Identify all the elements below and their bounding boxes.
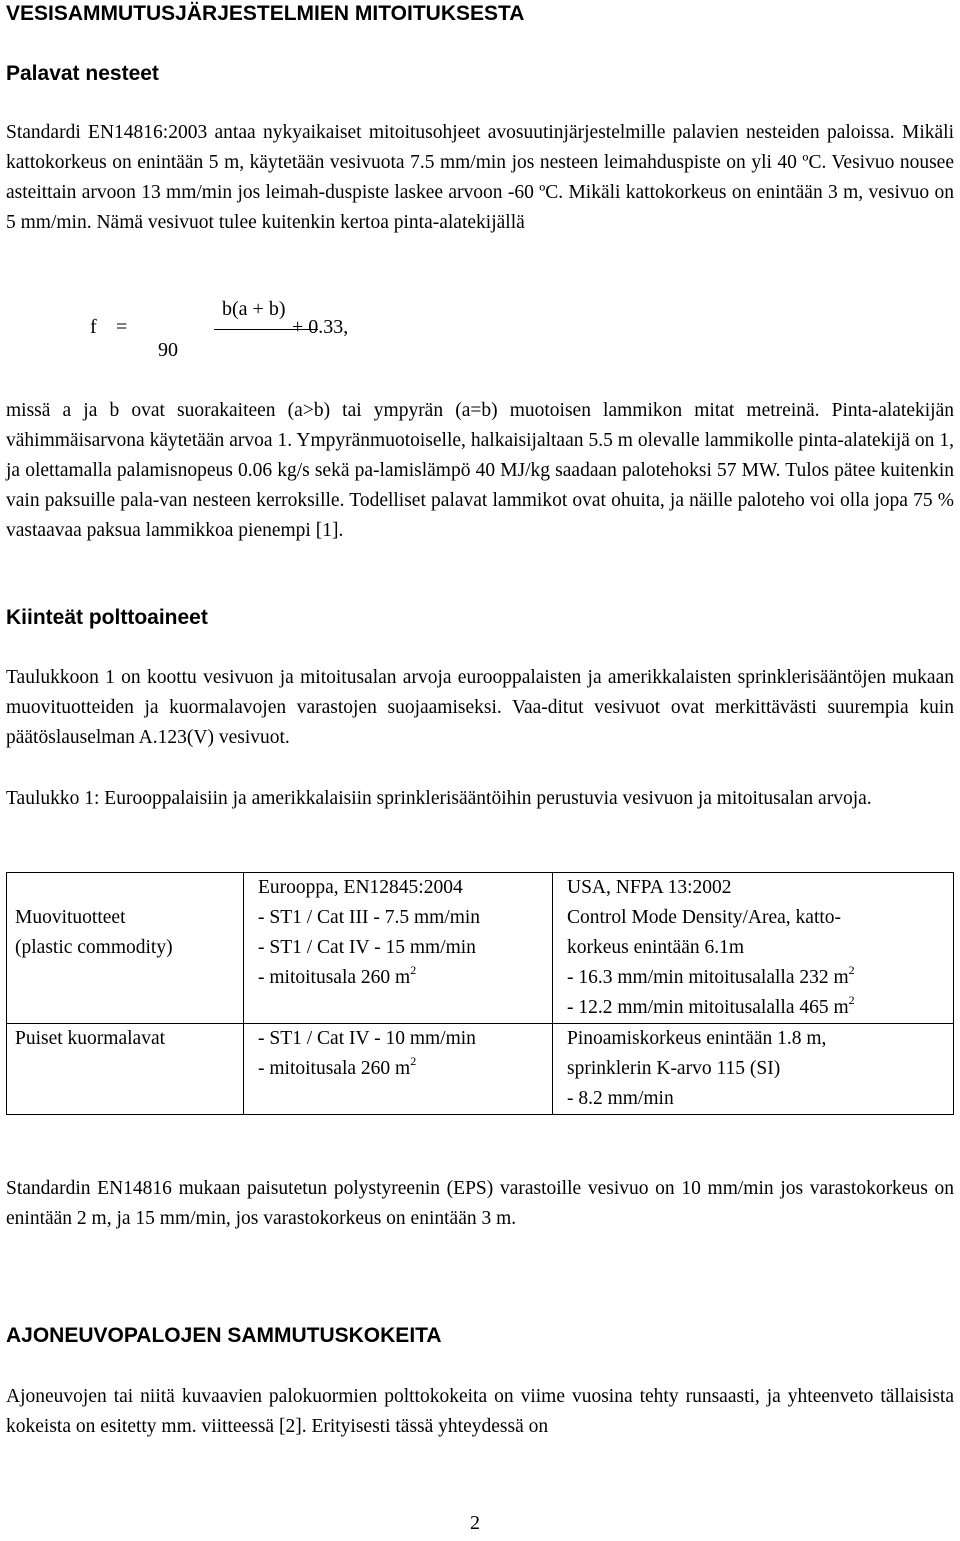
formula-numerator: b(a + b) — [222, 298, 286, 320]
paragraph — [6, 663, 954, 753]
superscript: 2 — [410, 1054, 417, 1068]
cell-line: (plastic commodity) — [15, 937, 173, 958]
paragraph — [6, 1174, 954, 1234]
document-title: VESISAMMUTUSJÄRJESTELMIEN MITOITUKSESTA — [6, 2, 525, 25]
cell-line: - ST1 / Cat IV - 10 mm/min — [258, 1028, 476, 1049]
paragraph — [6, 396, 954, 546]
cell-line — [567, 993, 945, 1023]
table-cell — [244, 903, 553, 1024]
formula-denominator: 90 — [158, 339, 178, 361]
sprinkler-table — [6, 872, 954, 1115]
cell-line: Pinoamiskorkeus enintään 1.8 m, — [567, 1028, 827, 1049]
formula-constant: + 0.33, — [292, 316, 349, 338]
formula-equals: = — [116, 316, 128, 338]
cell-line: sprinklerin K-arvo 115 (SI) — [567, 1058, 781, 1079]
paragraph — [6, 1382, 954, 1442]
table-header-cell — [7, 873, 244, 904]
paragraph-text: Ajoneuvojen tai niitä kuvaavien palokuormien polttokokeita on viime vuosina tehty runsaasti, ja yhteenveto tällaisista kokeista on esitetty mm. viitteessä [2]. Erityisesti tässä yhteydessä on — [6, 1386, 954, 1437]
paragraph-text: Taulukkoon 1 on koottu vesivuon ja mitoitusalan arvoja eurooppalaisten ja amerikkalaisten sprinklerisääntöjen mukaan muovituotteiden ja kuormalavojen varastojen suojaamiseksi. Vaa-ditut vesivuot ovat merkittävästi suurempia kuin päätöslauselman A.123(V) vesivuot. — [6, 667, 954, 748]
page-number: 2 — [470, 1512, 480, 1534]
table-cell — [553, 1024, 954, 1115]
paragraph — [6, 118, 954, 238]
superscript: 2 — [848, 963, 855, 977]
table-header-cell: Eurooppa, EN12845:2004 — [244, 873, 553, 904]
cell-line: - ST1 / Cat III - 7.5 mm/min — [258, 907, 481, 928]
table-row — [7, 903, 954, 1024]
cell-line — [258, 1054, 544, 1084]
table-cell — [244, 1024, 553, 1115]
table-row — [7, 1024, 954, 1115]
caption-text: Taulukko 1: Eurooppalaisiin ja amerikkalaisiin sprinklerisääntöihin perustuvia vesivuon ja mitoitusalan arvoja. — [6, 788, 872, 809]
cell-line: - 8.2 mm/min — [567, 1088, 674, 1109]
cell-line — [567, 963, 945, 993]
table-caption — [6, 784, 954, 814]
paragraph-text: Standardin EN14816 mukaan paisutetun polystyreenin (EPS) varastoille vesivuo on 10 mm/min jos varastokorkeus on enintään 2 m, ja 15 mm/min, jos varastokorkeus on enintään 3 m. — [6, 1178, 954, 1229]
cell-line: Puiset kuormalavat — [15, 1028, 166, 1049]
table-header-row — [7, 873, 954, 904]
cell-line — [258, 963, 544, 993]
cell-line: korkeus enintään 6.1m — [567, 937, 745, 958]
paragraph-text: Standardi EN14816:2003 antaa nykyaikaiset mitoitusohjeet avosuutinjärjestelmille palavien nesteiden paloissa. Mikäli kattokorkeus on enintään 5 m, käytetään vesivuota 7.5 mm/min jos nesteen leimahduspiste on yli 40 ºC. Vesivuo nousee asteittain arvoon 13 mm/min jos leimah-duspiste laskee arvoon -60 ºC. Mikäli kattokorkeus on enintään 3 m, vesivuo on 5 mm/min. Nämä vesivuot tulee kuitenkin kertoa pinta-alatekijällä — [6, 122, 954, 233]
paragraph-text: missä a ja b ovat suorakaiteen (a>b) tai ympyrän (a=b) muotoisen lammikon mitat metreinä. Pinta-alatekijän vähimmäisarvona käytetään arvoa 1. Ympyränmuotoiselle, halkaisijaltaan 5.5 m olevalle lammikolle pinta-alatekijä on 1, ja olettamalla palamisnopeus 0.06 kg/s sekä pa-lamislämpö 40 MJ/kg saadaan palotehoksi 57 MW. Tulos pätee kuitenkin vain paksuille pala-van nesteen kerroksille. Todelliset palavat lammikot ovat ohuita, ja näille paloteho voi olla jopa 75 % vastaavaa paksua lammikkoa pienempi [1]. — [6, 400, 954, 541]
formula-lhs: f — [90, 316, 97, 338]
cell-line: - ST1 / Cat IV - 15 mm/min — [258, 937, 476, 958]
table-cell — [553, 903, 954, 1024]
cell-text: - 12.2 mm/min mitoitusalalla 465 m — [567, 997, 849, 1018]
superscript: 2 — [410, 963, 417, 977]
table-cell — [7, 1024, 244, 1115]
cell-line: Muovituotteet — [15, 907, 126, 928]
cell-line: Control Mode Density/Area, katto- — [567, 907, 842, 928]
cell-text: - mitoitusala 260 m — [258, 967, 411, 988]
superscript: 2 — [848, 993, 855, 1007]
section-heading-palavat-nesteet: Palavat nesteet — [6, 62, 159, 85]
cell-text: - 16.3 mm/min mitoitusalalla 232 m — [567, 967, 849, 988]
cell-text: - mitoitusala 260 m — [258, 1058, 411, 1079]
section-heading-kiinteat-polttoaineet: Kiinteät polttoaineet — [6, 606, 208, 629]
section-heading-ajoneuvopalojen: AJONEUVOPALOJEN SAMMUTUSKOKEITA — [6, 1324, 442, 1347]
formula — [90, 296, 349, 370]
table-cell — [7, 903, 244, 1024]
table-header-cell: USA, NFPA 13:2002 — [553, 873, 954, 904]
